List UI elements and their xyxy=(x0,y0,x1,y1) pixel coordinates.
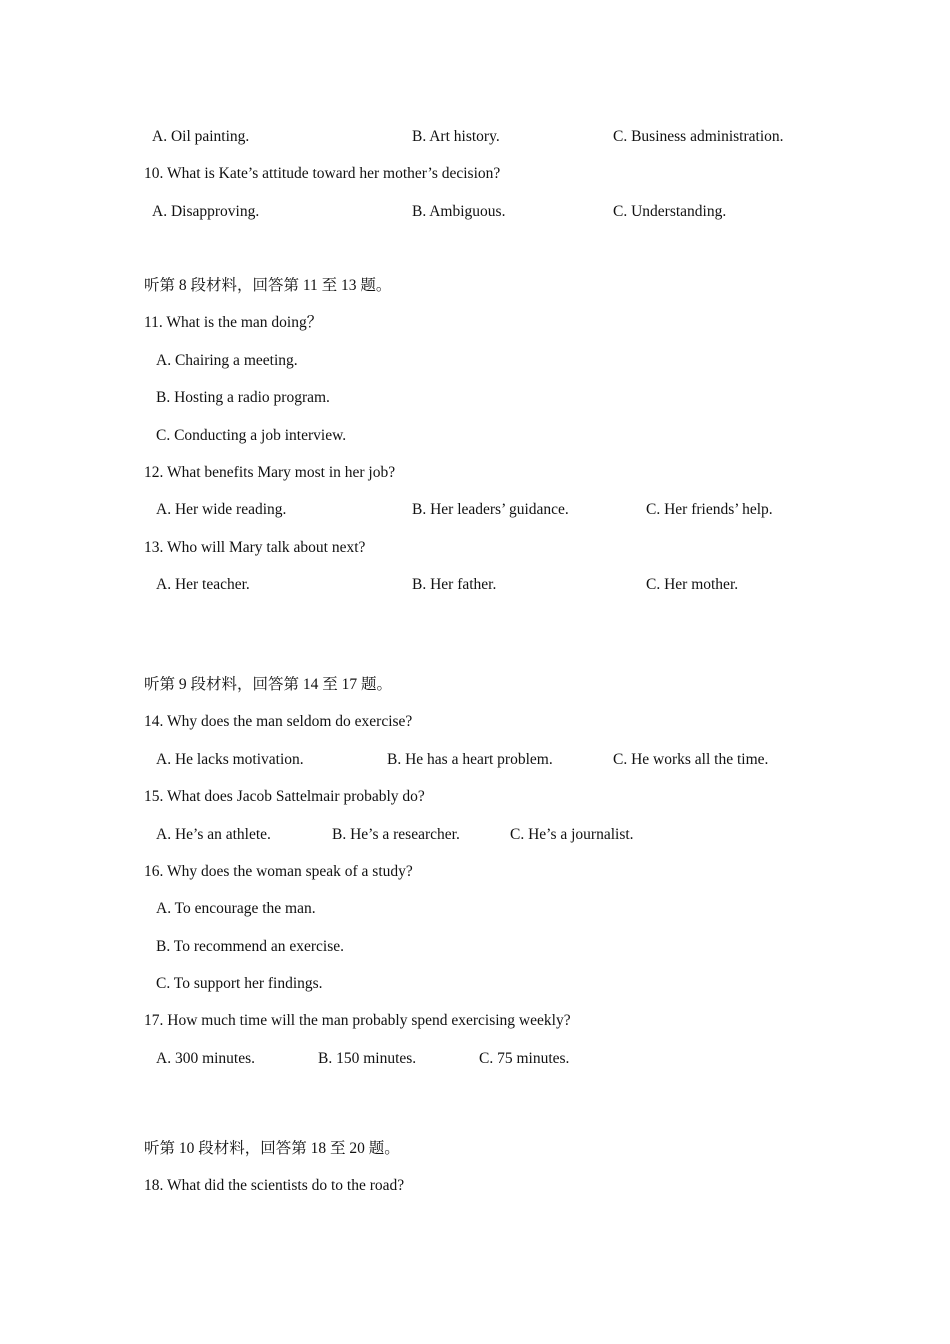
q10-option-c: C. Understanding. xyxy=(613,203,727,220)
q12-option-a: A. Her wide reading. xyxy=(156,501,287,518)
q15-option-b: B. He’s a researcher. xyxy=(332,826,460,843)
q17-option-c: C. 75 minutes. xyxy=(479,1050,570,1067)
q16-option-b: B. To recommend an exercise. xyxy=(156,938,345,955)
q16-question: 16. Why does the woman speak of a study? xyxy=(144,863,413,880)
section-8-heading: 听第 8 段材料，回答第 11 至 13 题。 xyxy=(144,277,392,294)
q13-option-b: B. Her father. xyxy=(412,576,497,593)
q12-option-c: C. Her friends’ help. xyxy=(646,501,773,518)
q12-question: 12. What benefits Mary most in her job? xyxy=(144,464,396,481)
section-9-heading: 听第 9 段材料，回答第 14 至 17 题。 xyxy=(144,676,393,693)
q17-option-a: A. 300 minutes. xyxy=(156,1050,256,1067)
q16-option-c: C. To support her findings. xyxy=(156,975,323,992)
q11-option-a: A. Chairing a meeting. xyxy=(156,352,298,369)
q9-option-b: B. Art history. xyxy=(412,128,500,145)
q17-question: 17. How much time will the man probably spend exercising weekly? xyxy=(144,1012,571,1029)
q16-option-a: A. To encourage the man. xyxy=(156,900,316,917)
q18-question: 18. What did the scientists do to the road? xyxy=(144,1177,405,1194)
q10-option-a: A. Disapproving. xyxy=(152,203,260,220)
q15-question: 15. What does Jacob Sattelmair probably do? xyxy=(144,788,425,805)
q14-option-a: A. He lacks motivation. xyxy=(156,751,304,768)
section-10-heading: 听第 10 段材料，回答第 18 至 20 题。 xyxy=(144,1140,400,1157)
q12-option-b: B. Her leaders’ guidance. xyxy=(412,501,569,518)
q17-option-b: B. 150 minutes. xyxy=(318,1050,417,1067)
q14-option-b: B. He has a heart problem. xyxy=(387,751,553,768)
q11-option-c: C. Conducting a job interview. xyxy=(156,427,347,444)
q10-option-b: B. Ambiguous. xyxy=(412,203,506,220)
q14-option-c: C. He works all the time. xyxy=(613,751,769,768)
q15-option-c: C. He’s a journalist. xyxy=(510,826,634,843)
q13-option-a: A. Her teacher. xyxy=(156,576,250,593)
q9-option-c: C. Business administration. xyxy=(613,128,784,145)
q9-option-a: A. Oil painting. xyxy=(152,128,250,145)
q10-question: 10. What is Kate’s attitude toward her mother’s decision? xyxy=(144,165,501,182)
q11-question: 11. What is the man doing？ xyxy=(144,314,323,331)
q13-question: 13. Who will Mary talk about next? xyxy=(144,539,366,556)
q13-option-c: C. Her mother. xyxy=(646,576,739,593)
q11-option-b: B. Hosting a radio program. xyxy=(156,389,330,406)
q14-question: 14. Why does the man seldom do exercise? xyxy=(144,713,413,730)
q15-option-a: A. He’s an athlete. xyxy=(156,826,271,843)
